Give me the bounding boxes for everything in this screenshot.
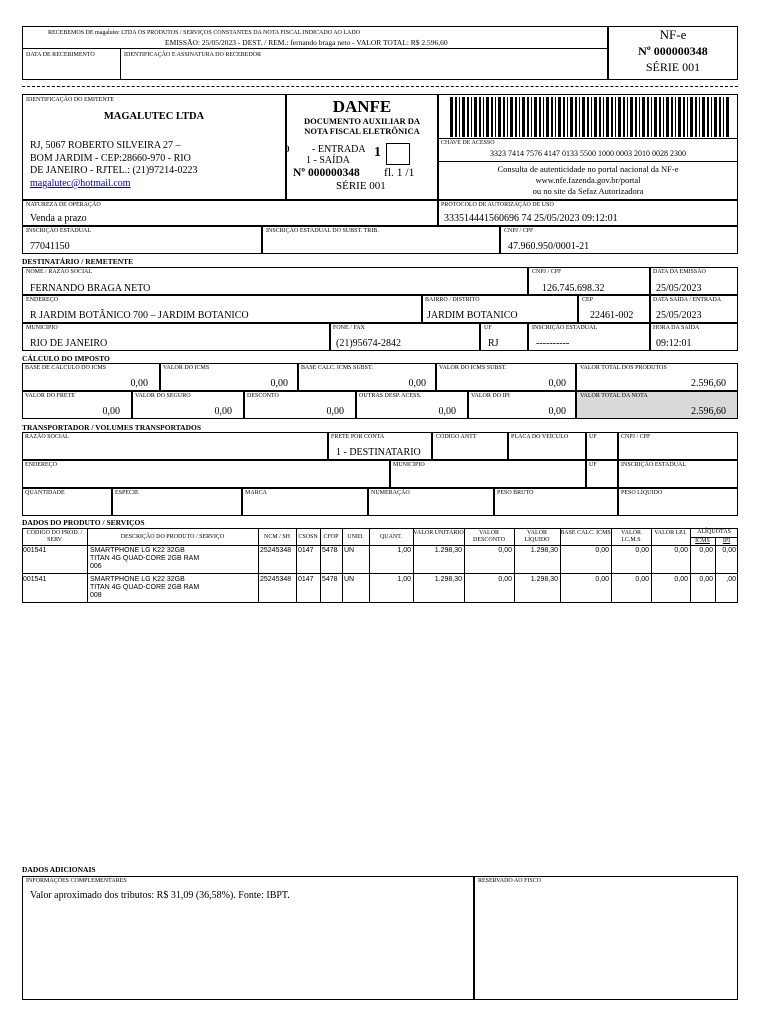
row-2-ipi: 0,00 <box>674 576 688 583</box>
natureza-label: NATUREZA DE OPERAÇÃO <box>26 202 101 208</box>
base-icms-label: BASE DE CÁLCULO DO ICMS <box>25 365 107 371</box>
divider <box>438 161 738 162</box>
transp-especie-label: ESPÉCIE <box>115 490 139 496</box>
transp-ie-label: INSCRIÇÃO ESTADUAL <box>621 462 687 468</box>
dest-municipio: RIO DE JANEIRO <box>30 338 108 349</box>
imposto-title: CÁLCULO DO IMPOSTO <box>22 354 110 363</box>
th-cfop: CFOP <box>323 534 339 540</box>
th-desconto: VALOR DESCONTO <box>473 530 505 543</box>
row-1-aliq-ipi: 0,00 <box>722 547 736 554</box>
dest-cep: 22461-002 <box>590 310 634 321</box>
th-descricao: DESCRIÇÃO DO PRODUTO / SERVIÇO <box>120 534 225 540</box>
valor-st-label: VALOR DO ICMS SUBST. <box>439 365 507 371</box>
cnpj-label: CNPJ / CPF <box>504 228 534 234</box>
transp-antt-label: CÓDIGO ANTT <box>436 434 477 440</box>
valor-icms: 0,00 <box>270 378 288 389</box>
dest-endereco-label: ENDEREÇO <box>26 297 58 303</box>
cnpj-value: 47.960.950/0001-21 <box>508 241 590 252</box>
identificacao-label: IDENTIFICAÇÃO E ASSINATURA DO RECEBEDOR <box>124 52 262 58</box>
row-2-quant: 1,00 <box>397 576 411 583</box>
dest-bairro: JARDIM BOTANICO <box>427 310 518 321</box>
dest-nome: FERNANDO BRAGA NETO <box>30 283 151 294</box>
base-st: 0,00 <box>408 378 426 389</box>
row-1-icms: 0,00 <box>635 547 649 554</box>
th-codigo: CÓDIGO DO PROD. / SERV <box>26 530 83 543</box>
transp-placa-label: PLACA DO VEÍCULO <box>511 434 569 440</box>
danfe-sub-1: DOCUMENTO AUXILIAR DA <box>303 116 421 126</box>
canhoto-emissao: EMISSÃO: 25/05/2023 - DEST. / REM.: fernando braga neto - VALOR TOTAL: R$ 2.596,60 <box>165 38 448 47</box>
base-st-label: BASE CALC. ICMS SUBST. <box>301 365 373 371</box>
dest-uf: RJ <box>488 338 499 349</box>
transp-uf-label: UF <box>589 434 597 440</box>
dest-municipio-label: MUNICÍPIO <box>26 325 58 331</box>
chave-label: CHAVE DE ACESSO <box>441 140 495 146</box>
danfe-serie: SÉRIE 001 <box>336 180 386 192</box>
th-aliq-ipi: IPI <box>722 538 731 544</box>
row-2-icms: 0,00 <box>635 576 649 583</box>
divider <box>120 48 121 80</box>
row-2-base: 0,00 <box>595 576 609 583</box>
dest-uf-label: UF <box>484 325 492 331</box>
row-1-aliq-icms: 0,00 <box>699 547 713 554</box>
th-ncm: NCM / SH <box>263 534 290 540</box>
divider <box>438 138 738 139</box>
produtos-title: DADOS DO PRODUTO / SERVIÇOS <box>22 518 145 527</box>
desconto: 0,00 <box>326 406 344 417</box>
emitente-nome: MAGALUTEC LTDA <box>103 111 205 122</box>
row-2-codigo: 001541 <box>23 576 47 583</box>
canhoto-recebemos: RECEBEMOS DE magalutec LTDA OS PRODUTOS / SERVIÇOS CONSTANTES DA NOTA FISCAL INDICADO AO LADO <box>48 30 361 36</box>
dest-cnpj-label: CNPJ / CPF <box>532 269 562 275</box>
danfe-title: DANFE <box>332 97 392 116</box>
th-ipi: VALOR I.P.I. <box>654 530 687 536</box>
consulta-3: ou no site da Sefaz Autorizadora <box>532 186 644 196</box>
canhoto-numero: Nº 000000348 <box>638 44 708 58</box>
th-icms: VALOR I.C.M.S <box>621 530 641 543</box>
frete: 0,00 <box>102 406 120 417</box>
row-2-csosn: 0147 <box>298 576 314 583</box>
danfe-tipo: 1 <box>374 145 381 160</box>
dest-emissao-label: DATA DA EMISSÃO <box>653 269 706 275</box>
seguro: 0,00 <box>214 406 232 417</box>
row-1-desconto: 0,00 <box>498 547 512 554</box>
danfe-zero: 0 <box>285 144 290 154</box>
total-produtos: 2.596,60 <box>691 378 726 389</box>
dest-cep-label: CEP <box>582 297 594 303</box>
valor-icms-label: VALOR DO ICMS <box>163 365 210 371</box>
dest-hora-label: HORA DA SAÍDA <box>653 325 700 331</box>
row-2-desc-1: SMARTPHONE LG K22 32GB <box>90 576 185 583</box>
dest-emissao: 25/05/2023 <box>656 283 702 294</box>
consulta-2: www.nfe.fazenda.gov.br/portal <box>535 175 641 185</box>
dest-ie: ---------- <box>536 338 570 349</box>
dest-nome-label: NOME / RAZÃO SOCIAL <box>26 269 93 275</box>
transp-endereco-box <box>22 460 390 488</box>
cut-line <box>22 86 738 87</box>
transp-razao-label: RAZÃO SOCIAL <box>25 434 69 440</box>
row-2-desc-2: TITAN 4G QUAD-CORE 2GB RAM <box>90 584 200 591</box>
th-quant: QUANT. <box>379 534 403 540</box>
dest-fone-label: FONE / FAX <box>333 325 365 331</box>
dest-hora: 09:12:01 <box>656 338 692 349</box>
th-csosn: CSOSN <box>298 534 318 540</box>
row-1-quant: 1,00 <box>397 547 411 554</box>
dest-cnpj: 126.745.698.32 <box>542 283 605 294</box>
ie-label: INSCRIÇÃO ESTADUAL <box>26 228 92 234</box>
row-2-cfop: 5478 <box>322 576 338 583</box>
th-aliq-icms: ICMS <box>695 538 710 544</box>
row-2-liquido: 1.298,30 <box>530 576 558 583</box>
row-1-base: 0,00 <box>595 547 609 554</box>
danfe-folha: fl. 1 /1 <box>384 167 415 179</box>
row-divider <box>22 573 738 574</box>
barcode <box>450 97 730 139</box>
danfe-numero: Nº 000000348 <box>293 167 360 179</box>
row-2-unid: UN <box>344 576 355 583</box>
row-1-desc-3: 006 <box>90 563 102 570</box>
seguro-label: VALOR DO SEGURO <box>135 393 191 399</box>
destinatario-title: DESTINATÁRIO / REMETENTE <box>22 257 134 266</box>
total-nota: 2.596,60 <box>691 406 726 417</box>
danfe-entrada: - ENTRADA <box>312 144 366 155</box>
outras-label: OUTRAS DESP. ACESS. <box>359 393 422 399</box>
dest-saida-label: DATA SAÍDA / ENTRADA <box>653 297 722 303</box>
ipi-label: VALOR DO IPI <box>471 393 510 399</box>
row-1-desc-2: TITAN 4G QUAD-CORE 2GB RAM <box>90 555 200 562</box>
row-1-ncm: 25245348 <box>260 547 292 554</box>
row-2-aliq-icms: 0,00 <box>699 576 713 583</box>
danfe-saida: 1 - SAÍDA <box>306 155 350 166</box>
info-label: INFORMAÇÕES COMPLEMENTARES <box>26 878 127 884</box>
transp-cnpj-label: CNPJ / CPF <box>621 434 651 440</box>
row-2-desc-3: 008 <box>90 592 102 599</box>
canhoto-serie: SÉRIE 001 <box>645 60 701 74</box>
emitente-endereco-3: DE JANEIRO - RJTEL.: (21)97214-0223 <box>30 165 198 176</box>
dest-fone: (21)95674-2842 <box>336 338 401 349</box>
transp-municipio-label: MUNICÍPIO <box>393 462 425 468</box>
ipi: 0,00 <box>548 406 566 417</box>
row-1-liquido: 1.298,30 <box>530 547 558 554</box>
transp-peso-liquido-label: PESO LÍQUIDO <box>621 490 663 496</box>
transp-numeracao-label: NUMERAÇÃO <box>371 490 410 496</box>
row-1-unid: UN <box>344 547 355 554</box>
adicionais-title: DADOS ADICIONAIS <box>22 865 96 874</box>
transp-marca-label: MARCA <box>245 490 268 496</box>
emitente-endereco-2: BOM JARDIM - CEP:28660-970 - RIO <box>30 153 191 164</box>
transp-uf2-label: UF <box>589 462 597 468</box>
danfe-tipo-box <box>386 143 410 165</box>
col-divider <box>560 528 561 603</box>
transp-endereco-label: ENDEREÇO <box>25 462 57 468</box>
dest-saida: 25/05/2023 <box>656 310 702 321</box>
base-icms: 0,00 <box>130 378 148 389</box>
consulta-1: Consulta de autenticidade no portal nacional da NF-e <box>497 164 679 174</box>
row-2-aliq-ipi: ,00 <box>726 576 736 583</box>
row-2-unitario: 1.298,30 <box>434 576 462 583</box>
row-1-codigo: 001541 <box>23 547 47 554</box>
th-aliquotas: ALÍQUOTAS <box>697 529 731 535</box>
transp-frete-label: FRETE POR CONTA <box>331 434 385 440</box>
dest-endereco: R JARDIM BOTÂNICO 700 – JARDIM BOTANICO <box>30 310 249 321</box>
th-base: BASE CALC. ICMS <box>560 530 611 536</box>
row-2-ncm: 25245348 <box>260 576 292 583</box>
row-1-ipi: 0,00 <box>674 547 688 554</box>
fisco-box <box>474 876 738 1000</box>
row-1-desc-1: SMARTPHONE LG K22 32GB <box>90 547 185 554</box>
row-1-cfop: 5478 <box>322 547 338 554</box>
chave-value: 3323 7414 7576 4147 0133 5500 1000 0003 2010 0028 2300 <box>490 149 686 158</box>
frete-label: VALOR DO FRETE <box>25 393 75 399</box>
dest-bairro-label: BAIRRO / DISTRITO <box>425 297 480 303</box>
fisco-label: RESERVADO AO FISCO <box>478 878 542 884</box>
th-unid: UNID. <box>347 534 364 540</box>
th-unitario: VALOR UNITÁRIO <box>413 530 464 536</box>
transp-quantidade-label: QUANTIDADE <box>25 490 65 496</box>
ie-value: 77041150 <box>30 241 70 252</box>
desconto-label: DESCONTO <box>247 393 279 399</box>
divider <box>22 48 608 49</box>
total-produtos-label: VALOR TOTAL DOS PRODUTOS <box>580 365 667 371</box>
protocolo-label: PROTOCOLO DE AUTORIZAÇÃO DE USO <box>441 202 554 208</box>
danfe-sub-2: NOTA FISCAL ELETRÔNICA <box>304 126 420 136</box>
ie-st-label: INSCRIÇÃO ESTADUAL DO SUBST. TRIB. <box>266 228 379 234</box>
protocolo-value: 333514441560696 74 25/05/2023 09:12:01 <box>444 213 618 224</box>
data-recebimento-label: DATA DE RECEBIMENTO <box>26 52 95 58</box>
col-divider <box>413 528 414 603</box>
total-nota-label: VALOR TOTAL DA NOTA <box>580 393 648 399</box>
th-liquido: VALOR LÍQUIDO <box>524 530 550 543</box>
produtos-header-divider <box>22 545 738 546</box>
col-divider <box>651 528 652 603</box>
transp-peso-bruto-label: PESO BRUTO <box>497 490 534 496</box>
transp-frete-value: 1 - DESTINATARIO <box>336 447 421 458</box>
valor-st: 0,00 <box>548 378 566 389</box>
emitente-email-link[interactable]: magalutec@hotmail.com <box>30 178 131 189</box>
emitente-label: IDENTIFICAÇÃO DO EMITENTE <box>26 97 114 103</box>
row-2-desconto: 0,00 <box>498 576 512 583</box>
row-1-unitario: 1.298,30 <box>434 547 462 554</box>
dest-ie-label: INSCRIÇÃO ESTADUAL <box>532 325 598 331</box>
natureza-value: Venda a prazo <box>30 213 87 224</box>
emitente-endereco-1: RJ, 5067 ROBERTO SILVEIRA 27 – <box>30 140 181 151</box>
info-value: Valor aproximado dos tributos: R$ 31,09 (36,58%). Fonte: IBPT. <box>30 890 290 901</box>
outras: 0,00 <box>438 406 456 417</box>
transportador-title: TRANSPORTADOR / VOLUMES TRANSPORTADOS <box>22 423 202 432</box>
canhoto-nfe-label: NF-e <box>659 27 687 42</box>
row-1-csosn: 0147 <box>298 547 314 554</box>
